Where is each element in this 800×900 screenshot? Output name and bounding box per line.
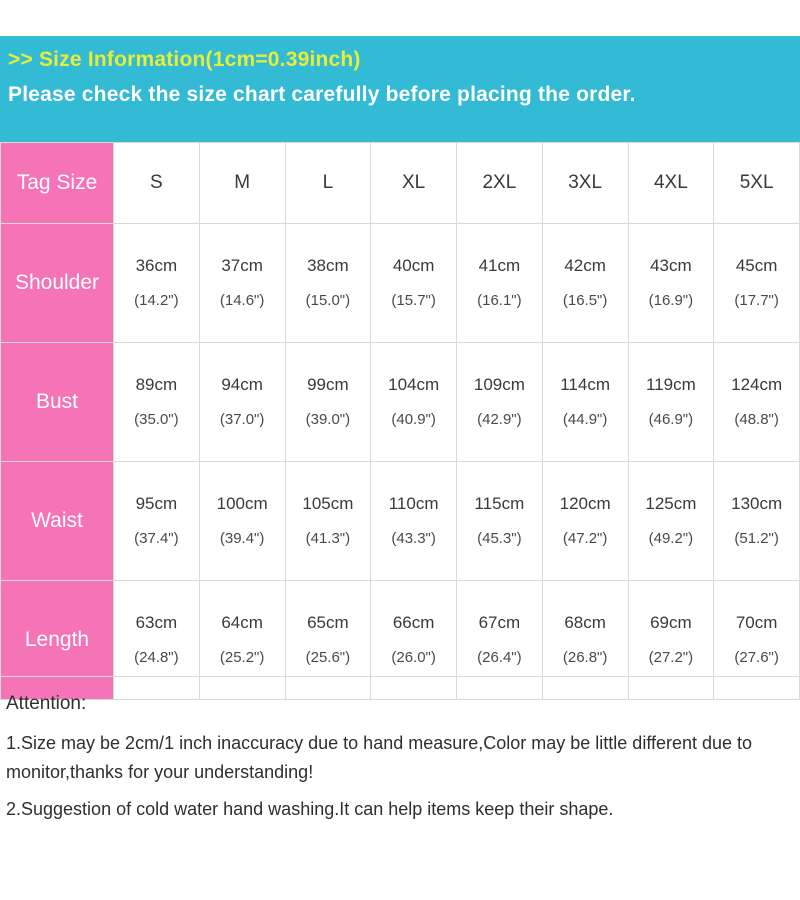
cell-shoulder-l (285, 224, 371, 343)
value-cm: 63cm (135, 612, 178, 632)
cell-shoulder-m (199, 224, 285, 343)
value-cm: 66cm (392, 612, 435, 632)
value-inch: (16.1") (477, 292, 522, 310)
value-inch: (24.8") (134, 649, 179, 667)
value-cm: 130cm (731, 493, 783, 513)
value-cm: 115cm (474, 493, 525, 513)
value-cm: 68cm (564, 612, 606, 632)
size-header-m: M (199, 143, 285, 224)
value-cm: 36cm (135, 255, 178, 275)
value-inch: (14.6") (219, 292, 265, 310)
value-cm: 119cm (645, 374, 696, 394)
size-header-4xl: 4XL (628, 143, 714, 224)
cell-shoulder-s (114, 224, 200, 343)
value-cm: 38cm (307, 255, 349, 275)
banner-title: >> Size Information(1cm=0.39inch) (8, 48, 361, 71)
value-cm: 114cm (560, 374, 610, 394)
value-inch: (26.8") (562, 649, 608, 667)
cell-bust-4xl (628, 343, 714, 462)
row-label-length: Length (1, 581, 114, 700)
cell-shoulder-xl (371, 224, 457, 343)
tag-size-header: Tag Size (1, 143, 114, 224)
size-header-2xl: 2XL (457, 143, 543, 224)
value-cm: 65cm (307, 612, 349, 632)
cell-waist-4xl (628, 462, 714, 581)
value-cm: 67cm (478, 612, 521, 632)
attention-note-1-part1: 1.Size may be 2cm/1 inch inaccuracy due to hand measure,Color may be little different due to monitor,thanks (6, 733, 753, 782)
banner-subtitle: Please check the size chart carefully before placing the order. (8, 83, 636, 106)
row-label-waist: Waist (1, 462, 114, 581)
value-inch: (26.4") (477, 649, 522, 667)
value-cm: 37cm (221, 255, 263, 275)
value-cm: 110cm (388, 493, 439, 513)
value-inch: (35.0") (134, 411, 179, 429)
value-cm: 40cm (392, 255, 435, 275)
value-inch: (26.0") (391, 649, 436, 667)
value-cm: 69cm (650, 612, 692, 632)
value-inch: (27.2") (648, 649, 694, 667)
table-row (1, 343, 800, 462)
value-inch: (39.4") (219, 530, 265, 548)
value-inch: (41.3") (305, 530, 351, 548)
cell-bust-3xl (542, 343, 628, 462)
cell-bust-xl (371, 343, 457, 462)
size-header-xl: XL (371, 143, 457, 224)
cell-bust-2xl (457, 343, 543, 462)
size-chart-table (0, 142, 800, 700)
row-label-shoulder: Shoulder (1, 224, 114, 343)
cell-waist-5xl (714, 462, 800, 581)
cell-waist-xl (371, 462, 457, 581)
size-header-s: S (114, 143, 200, 224)
value-inch: (49.2") (648, 530, 694, 548)
cell-waist-2xl (457, 462, 543, 581)
value-cm: 105cm (302, 493, 354, 513)
value-inch: (44.9") (562, 411, 608, 429)
size-information-banner (0, 36, 800, 142)
cell-bust-m (199, 343, 285, 462)
value-inch: (37.0") (219, 411, 265, 429)
cell-bust-l (285, 343, 371, 462)
cell-waist-m (199, 462, 285, 581)
value-cm: 109cm (473, 374, 525, 394)
value-inch: (39.0") (305, 411, 351, 429)
value-cm: 43cm (650, 255, 692, 275)
value-cm: 99cm (307, 374, 349, 394)
attention-title: Attention: (6, 693, 87, 714)
value-inch: (27.6") (734, 649, 779, 667)
value-cm: 94cm (221, 374, 263, 394)
value-cm: 124cm (731, 374, 783, 394)
table-row (1, 462, 800, 581)
value-cm: 120cm (559, 493, 611, 513)
attention-block (0, 676, 800, 832)
value-inch: (16.5") (562, 292, 608, 310)
cell-shoulder-3xl (542, 224, 628, 343)
value-cm: 42cm (564, 255, 606, 275)
value-inch: (16.9") (648, 292, 694, 310)
value-inch: (48.8") (734, 411, 779, 429)
value-cm: 89cm (135, 374, 178, 394)
value-cm: 104cm (388, 374, 440, 394)
value-cm: 100cm (216, 493, 268, 513)
cell-shoulder-2xl (457, 224, 543, 343)
value-inch: (45.3") (477, 530, 522, 548)
size-header-3xl: 3XL (542, 143, 628, 224)
value-inch: (40.9") (391, 411, 436, 429)
size-header-l: L (285, 143, 371, 224)
cell-waist-l (285, 462, 371, 581)
value-inch: (17.7") (734, 292, 779, 310)
value-cm: 70cm (735, 612, 778, 632)
value-inch: (51.2") (734, 530, 779, 548)
value-cm: 45cm (735, 255, 778, 275)
table-header-row (1, 143, 800, 224)
value-inch: (46.9") (648, 411, 694, 429)
cell-shoulder-4xl (628, 224, 714, 343)
cell-shoulder-5xl (714, 224, 800, 343)
value-inch: (15.7") (391, 292, 436, 310)
value-inch: (25.2") (219, 649, 265, 667)
cell-bust-s (114, 343, 200, 462)
cell-waist-3xl (542, 462, 628, 581)
attention-note-1 (6, 729, 794, 787)
value-inch: (37.4") (134, 530, 179, 548)
attention-note-2: 2.Suggestion of cold water hand washing.It can help items keep their shape. (6, 799, 614, 819)
value-cm: 41cm (478, 255, 521, 275)
value-cm: 64cm (221, 612, 263, 632)
value-cm: 95cm (135, 493, 178, 513)
value-inch: (42.9") (477, 411, 522, 429)
value-inch: (43.3") (391, 530, 436, 548)
table-row (1, 224, 800, 343)
cell-bust-5xl (714, 343, 800, 462)
cell-waist-s (114, 462, 200, 581)
value-inch: (25.6") (305, 649, 351, 667)
size-header-5xl: 5XL (714, 143, 800, 224)
attention-note-1-part2: for your understanding! (128, 762, 314, 782)
row-label-bust: Bust (1, 343, 114, 462)
value-inch: (14.2") (134, 292, 179, 310)
value-cm: 125cm (645, 493, 697, 513)
value-inch: (15.0") (305, 292, 351, 310)
value-inch: (47.2") (562, 530, 608, 548)
